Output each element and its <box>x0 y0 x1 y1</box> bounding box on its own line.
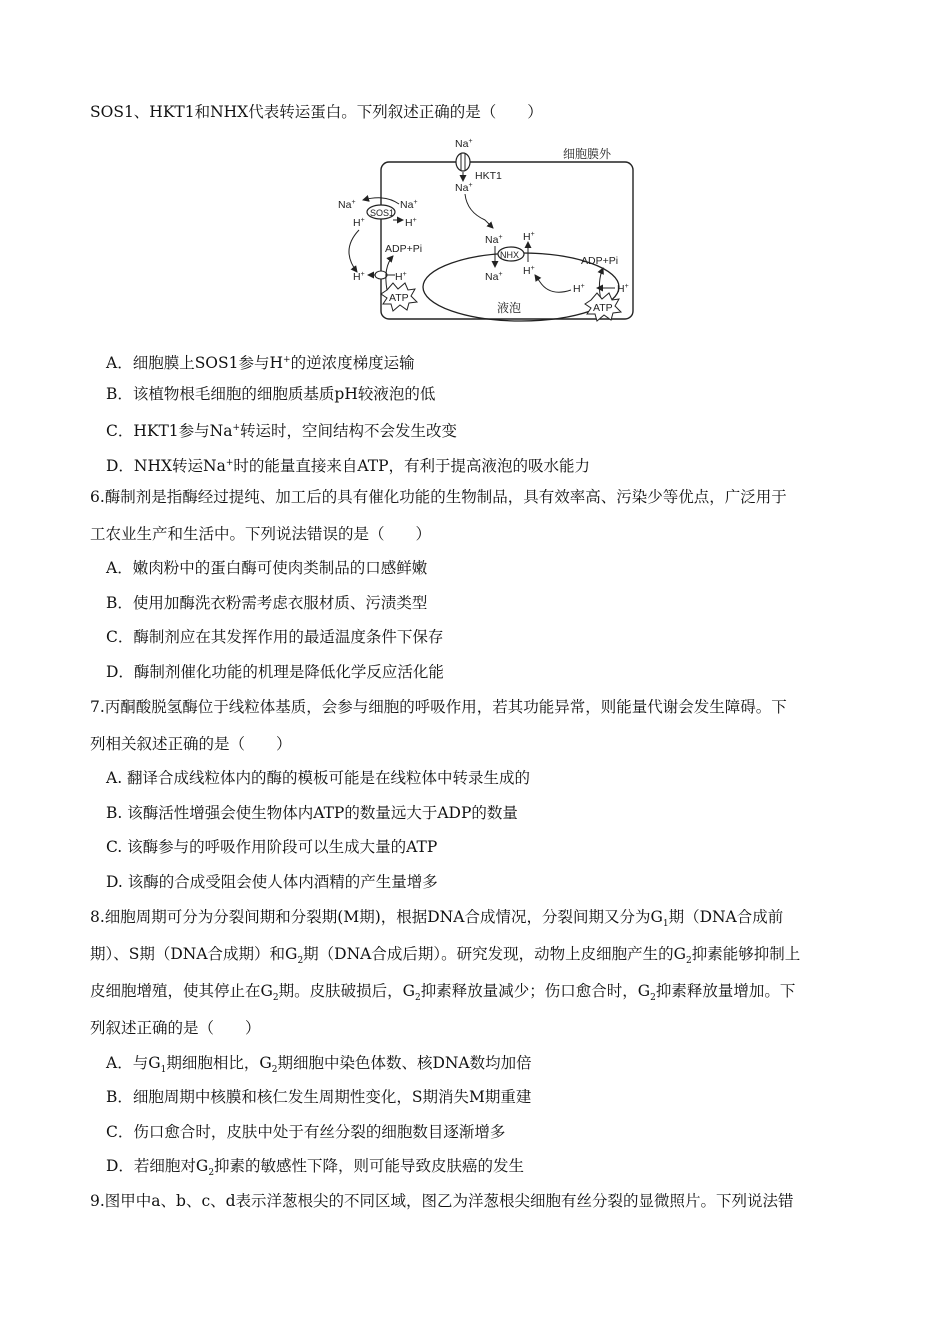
vacuole-label: 液泡 <box>497 301 522 315</box>
q7-option-d: D. 该酶的合成受阻会使人体内酒精的产生量增多 <box>106 873 438 891</box>
q6-option-a: A．嫩肉粉中的蛋白酶可使肉类制品的口感鲜嫩 <box>106 559 428 577</box>
q7-stem-line-2: 列相关叙述正确的是（ ） <box>90 735 292 753</box>
svg-text:H+: H+ <box>617 283 629 295</box>
q6-option-d: D．酶制剂催化功能的机理是降低化学反应活化能 <box>106 663 444 681</box>
sos1-label: SOS1 <box>370 208 395 218</box>
q9-stem-line-1: 9.图甲中a、b、c、d表示洋葱根尖的不同区域，图乙为洋葱根尖细胞有丝分裂的显微照片。下列说法错 <box>90 1192 794 1210</box>
adp-pi-label-left: ADP+Pi <box>385 243 423 255</box>
q8-stem-line-2: 期）、S期（DNA合成期）和$G_2$期（DNA合成后期）。研究发现，动物上皮细胞产生的$G_2$抑素能够抑制上 <box>90 945 801 967</box>
hkt1-channel <box>456 153 470 171</box>
nhx-label: NHX <box>500 250 520 260</box>
q8-option-c: C．伤口愈合时，皮肤中处于有丝分裂的细胞数目逐渐增多 <box>106 1123 506 1141</box>
q6-option-c: C．酶制剂应在其发挥作用的最适温度条件下保存 <box>106 628 444 646</box>
hkt1-label: HKT1 <box>475 170 502 182</box>
q8-option-a: A．与$G_1$期细胞相比，$G_2$期细胞中染色体数、核DNA数均加倍 <box>106 1054 532 1076</box>
q8-stem-line-4: 列叙述正确的是（ ） <box>90 1019 261 1037</box>
svg-text:Na+: Na+ <box>455 182 473 194</box>
q7-option-b: B. 该酶活性增强会使生物体内ATP的数量远大于ADP的数量 <box>106 804 518 822</box>
svg-text:H+: H+ <box>573 283 585 295</box>
q7-option-c: C. 该酶参与的呼吸作用阶段可以生成大量的ATP <box>106 838 438 856</box>
svg-text:Na+: Na+ <box>338 199 356 211</box>
svg-text:H+: H+ <box>523 231 535 243</box>
outside-label: 细胞膜外 <box>563 147 612 161</box>
svg-text:Na+: Na+ <box>400 199 418 211</box>
q8-option-d: D．若细胞对$G_2$抑素的敏感性下降，则可能导致皮肤癌的发生 <box>106 1157 525 1179</box>
q7-option-a: A. 翻译合成线粒体内的酶的模板可能是在线粒体中转录生成的 <box>106 769 531 787</box>
q8-stem-line-1: 8.细胞周期可分为分裂间期和分裂期(M期)，根据DNA合成情况，分裂间期又分为$G_1$期（DNA合成前 <box>90 908 784 930</box>
q6-stem-line-2: 工农业生产和生活中。下列说法错误的是（ ） <box>90 525 432 543</box>
q5-option-b: B．该植物根毛细胞的细胞质基质pH较液泡的低 <box>106 385 436 403</box>
q5-stem-tail: SOS1、HKT1和NHX代表转运蛋白。下列叙述正确的是（ ） <box>90 103 543 121</box>
q5-option-a: A．细胞膜上SOS1参与H+的逆浓度梯度运输 <box>106 354 415 373</box>
q7-stem-line-1: 7.丙酮酸脱氢酶位于线粒体基质，会参与细胞的呼吸作用，若其功能异常，则能量代谢会发生障碍。下 <box>90 698 787 716</box>
svg-text:H+: H+ <box>353 217 365 229</box>
svg-text:Na+: Na+ <box>485 234 503 246</box>
svg-text:H+: H+ <box>395 271 407 283</box>
atp-label-right: ATP <box>593 302 613 314</box>
svg-text:H+: H+ <box>523 265 535 277</box>
q8-stem-line-3: 皮细胞增殖，使其停止在$G_2$期。皮肤破损后，$G_2$抑素释放量减少；伤口愈合时，$G_2$抑素释放量增加。下 <box>90 982 796 1004</box>
svg-text:H+: H+ <box>405 217 417 229</box>
svg-text:Na+: Na+ <box>455 138 473 150</box>
atp-label-left: ATP <box>389 292 409 304</box>
proton-pump <box>375 271 387 279</box>
q8-option-b: B．细胞周期中核膜和核仁发生周期性变化，S期消失M期重建 <box>106 1088 532 1106</box>
svg-text:Na+: Na+ <box>485 271 503 283</box>
adp-pi-label-right: ADP+Pi <box>581 255 619 267</box>
q5-option-c: C．HKT1参与Na+转运时，空间结构不会发生改变 <box>106 422 458 441</box>
q5-option-d: D．NHX转运Na+时的能量直接来自ATP，有利于提高液泡的吸水能力 <box>106 457 591 476</box>
ion-transport-diagram <box>335 132 635 324</box>
svg-text:H+: H+ <box>353 271 365 283</box>
q6-option-b: B．使用加酶洗衣粉需考虑衣服材质、污渍类型 <box>106 594 428 612</box>
q6-stem-line-1: 6.酶制剂是指酶经过提纯、加工后的具有催化功能的生物制品，具有效率高、污染少等优点，广泛用于 <box>90 488 787 506</box>
